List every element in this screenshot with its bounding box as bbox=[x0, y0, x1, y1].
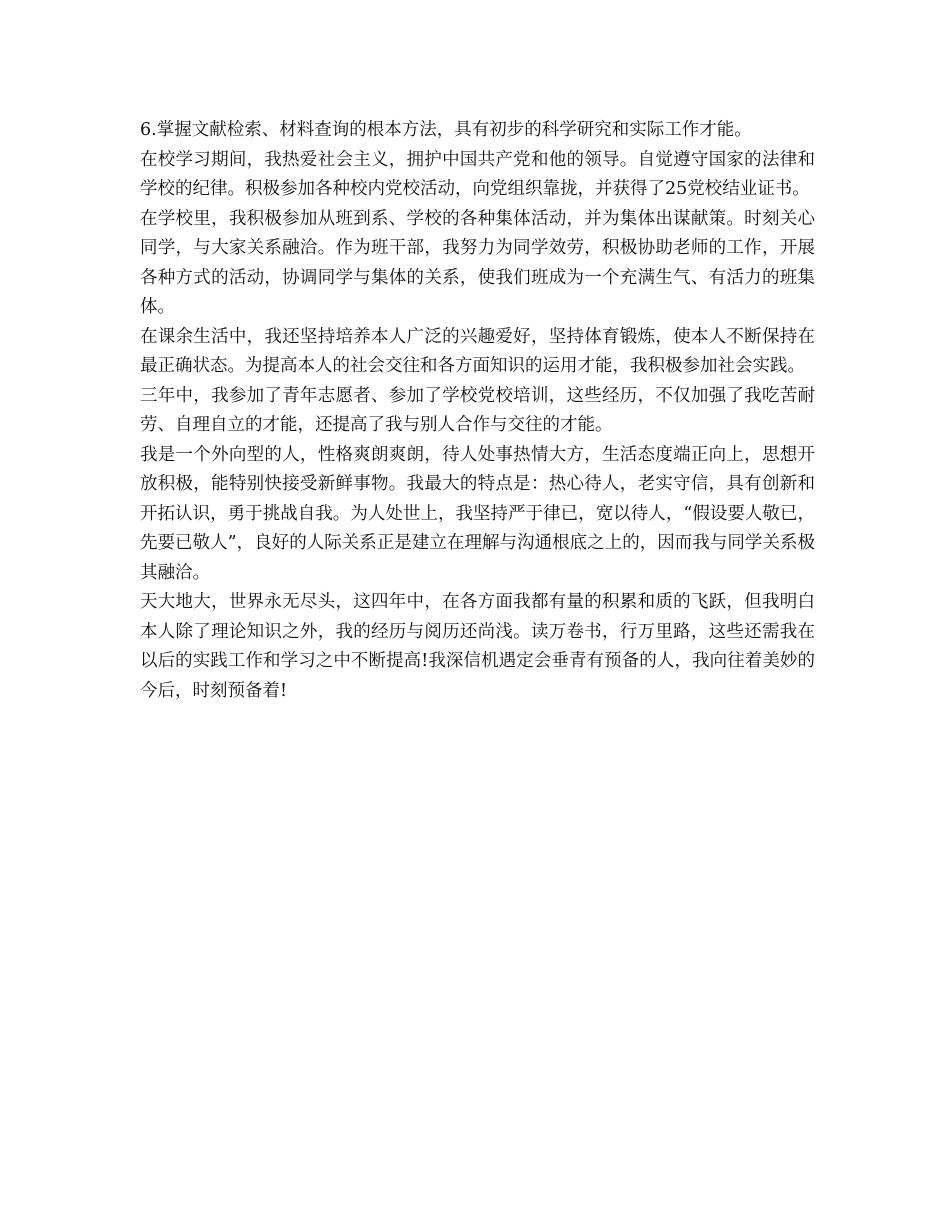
paragraph-political-study: 在校学习期间，我热爱社会主义，拥护中国共产党和他的领导。自觉遵守国家的法律和学校的纪律。积极参加各种校内党校活动，向党组织靠拢，并获得了25党校结业证书。 bbox=[140, 149, 815, 199]
paragraph-personality: 我是一个外向型的人，性格爽朗爽朗，待人处事热情大方，生活态度端正向上，思想开放积极，能特别快接受新鲜事物。我最大的特点是：热心待人，老实守信，具有创新和开拓认识，勇于挑战自我。为人处世上，我坚持严于律已，宽以待人，“假设要人敬已，先要已敬人”，良好的人际关系正是建立在理解与沟通根底之上的，因而我与同学关系极其融洽。 bbox=[140, 444, 815, 583]
document-body bbox=[140, 116, 815, 706]
paragraph-literature-search: 6.掌握文献检索、材料查询的根本方法，具有初步的科学研究和实际工作才能。 bbox=[140, 120, 752, 140]
paragraph-volunteer-experience: 三年中，我参加了青年志愿者、参加了学校党校培训，这些经历，不仅加强了我吃苦耐劳、自理自立的才能，还提高了我与别人合作与交往的才能。 bbox=[140, 385, 815, 435]
paragraph-collective-activities: 在学校里，我积极参加从班到系、学校的各种集体活动，并为集体出谋献策。时刻关心同学，与大家关系融洽。作为班干部，我努力为同学效劳，积极协助老师的工作，开展各种方式的活动，协调同学与集体的关系，使我们班成为一个充满生气、有活力的班集体。 bbox=[140, 208, 815, 317]
paragraph-extracurricular-life: 在课余生活中，我还坚持培养本人广泛的兴趣爱好，坚持体育锻炼，使本人不断保持在最正确状态。为提高本人的社会交往和各方面知识的运用才能，我积极参加社会实践。 bbox=[140, 326, 815, 376]
paragraph-conclusion: 天大地大，世界永无尽头，这四年中，在各方面我都有量的积累和质的飞跃，但我明白本人除了理论知识之外，我的经历与阅历还尚浅。读万卷书，行万里路，这些还需我在以后的实践工作和学习之中不断提高!我深信机遇定会垂青有预备的人，我向往着美妙的今后，时刻预备着! bbox=[140, 592, 815, 701]
